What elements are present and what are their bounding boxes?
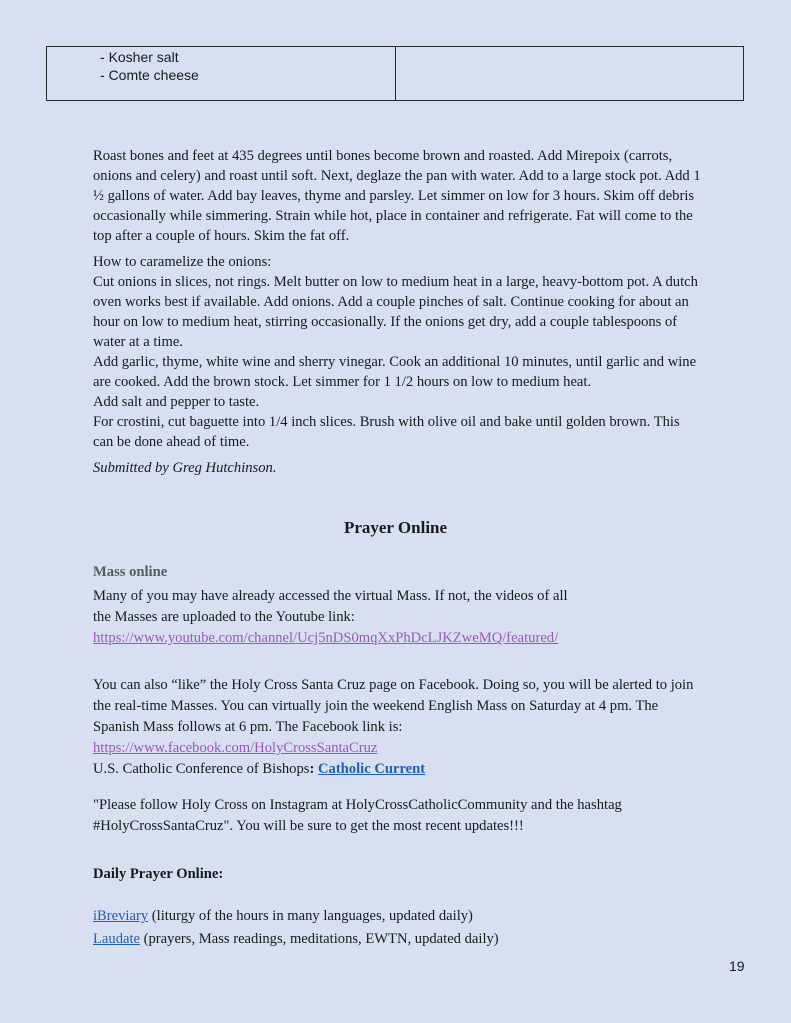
laudate-description: (prayers, Mass readings, meditations, EWTN, updated daily) (140, 931, 499, 947)
facebook-link[interactable]: https://www.facebook.com/HolyCrossSantaCruz (93, 740, 378, 756)
instagram-text: "Please follow Holy Cross on Instagram at HolyCrossCatholicCommunity and the hashtag #HolyCrossSantaCruz". You will be sure to get the most recent updates!!! (93, 797, 622, 834)
onions-heading: How to caramelize the onions: (93, 254, 272, 270)
mass-online-label: Mass online (93, 564, 168, 580)
ingredients-cell (47, 47, 396, 100)
onions-step: Cut onions in slices, not rings. Melt butter on low to medium heat in a large, heavy-bottom pot. A dutch oven works best if available. Add onions. Add a couple pinches of salt. Continue cooking for about an hour on low to medium heat, stirring occasionally. If the onions get dry, add a couple tablespoons of water at a time. (93, 274, 698, 350)
daily-prayer-colon: : (218, 866, 224, 882)
laudate-link[interactable]: Laudate (93, 931, 140, 947)
onions-section (93, 252, 703, 452)
recipe-paragraph (93, 146, 703, 246)
ibreviary-link[interactable]: iBreviary (93, 908, 149, 924)
daily-prayer-list (93, 905, 703, 951)
daily-prayer-text: Daily Prayer Online (93, 866, 219, 882)
bishops-colon: : (309, 761, 315, 777)
mass-section (93, 586, 703, 649)
mass-text: the Masses are uploaded to the Youtube link: (93, 609, 355, 625)
prayer-online-heading: Prayer Online (343, 518, 448, 537)
bishops-label: U.S. Catholic Conference of Bishops (93, 761, 310, 777)
onions-step: Add garlic, thyme, white wine and sherry vinegar. Cook an additional 10 minutes, until garlic and wine are cooked. Add the brown stock. Let simmer for 1 1/2 hours on low to medium heat. (93, 354, 697, 390)
youtube-link[interactable]: https://www.youtube.com/channel/Ucj5nDS0mqXxPhDcLJKZweMQ/featured/ (93, 630, 559, 646)
daily-prayer-label (93, 866, 223, 883)
ibreviary-description: (liturgy of the hours in many languages, updated daily) (148, 908, 473, 924)
list-item (93, 905, 703, 928)
onions-step: Add salt and pepper to taste. (93, 394, 260, 410)
page-number: 19 (729, 958, 745, 974)
ingredient-item: - Kosher salt (100, 48, 395, 66)
onions-step: For crostini, cut baguette into 1/4 inch slices. Brush with olive oil and bake until golden brown. This can be done ahead of time. (93, 414, 680, 450)
mass-text: Many of you may have already accessed the virtual Mass. If not, the videos of all (93, 588, 568, 604)
catholic-current-link[interactable]: Catholic Current (317, 761, 426, 777)
facebook-text: You can also “like” the Holy Cross Santa Cruz page on Facebook. Doing so, you will be alerted to join the real-time Masses. You can virtually join the weekend English Mass on Saturday at 4 pm. The Spanish Mass follows at 6 pm. The Facebook link is: (93, 677, 694, 735)
recipe-text: Roast bones and feet at 435 degrees until bones become brown and roasted. Add Mirepoix (carrots, onions and celery) and roast until soft. Next, deglaze the pan with water. Add to a large stock pot. Add 1 ½ gallons of water. Add bay leaves, thyme and parsley. Let simmer on low for 3 hours. Skim off debris occasionally while simmering. Strain while hot, place in container and refrigerate. Fat will come to the top after a couple of hours. Skim the fat off. (93, 148, 701, 244)
instagram-section (93, 795, 703, 837)
bishops-line (93, 759, 703, 780)
list-item (93, 928, 703, 951)
facebook-section (93, 675, 703, 780)
ingredients-table (46, 46, 744, 101)
ingredient-item: - Comte cheese (100, 66, 395, 84)
empty-cell (396, 47, 743, 100)
submitted-by: Submitted by Greg Hutchinson. (93, 460, 277, 476)
